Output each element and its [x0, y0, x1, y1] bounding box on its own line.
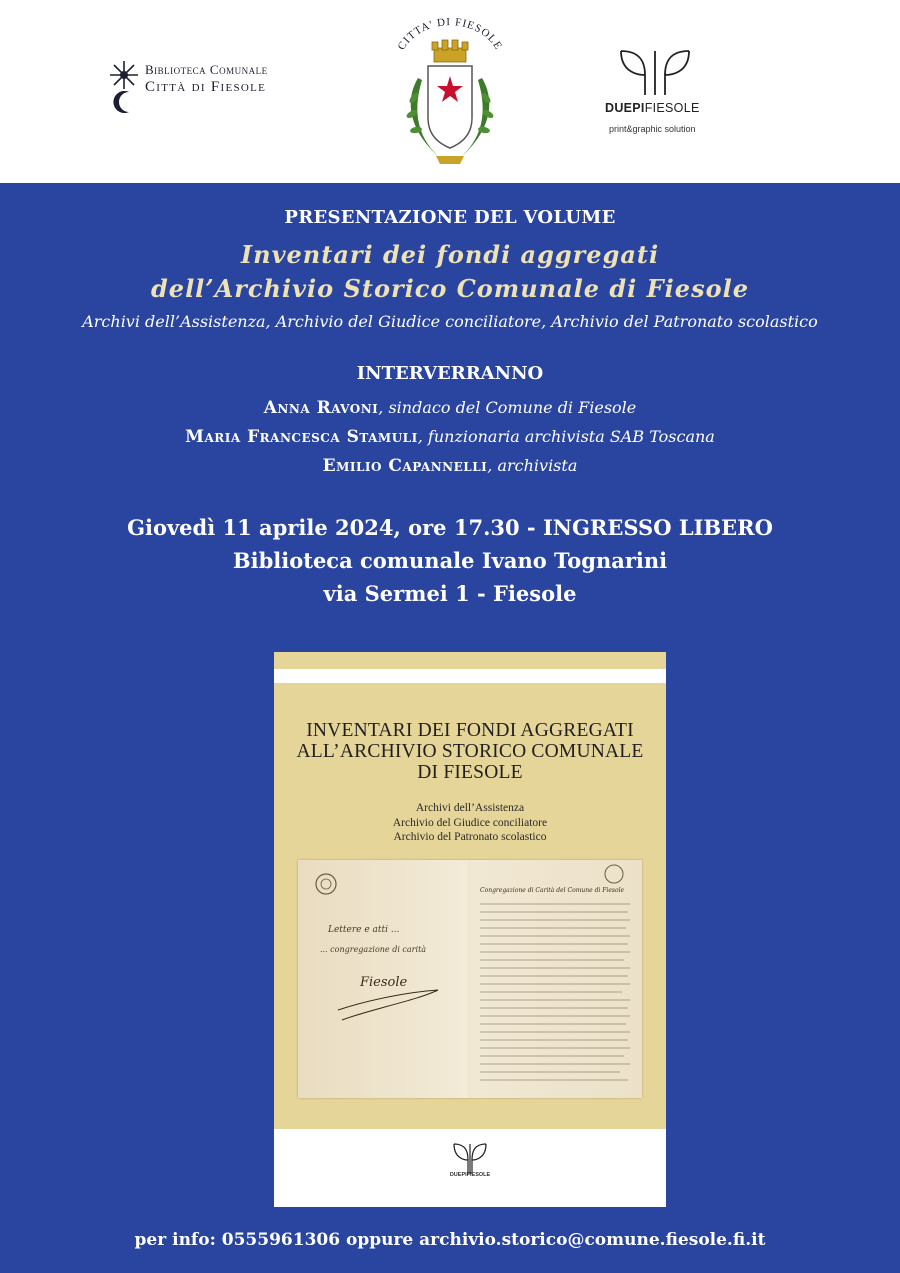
- speaker-role: , archivista: [487, 456, 578, 475]
- event-subtitle: Archivi dell’Assistenza, Archivio del Giudice conciliatore, Archivio del Patronato scolastico: [82, 312, 818, 331]
- event-address: via Sermei 1 - Fiesole: [323, 581, 577, 606]
- speaker-line: [0, 398, 900, 418]
- document-left-page: [298, 860, 468, 1098]
- publisher-name: DUEPIFIESOLE: [449, 1172, 491, 1178]
- event-heading: PRESENTAZIONE DEL VOLUME: [284, 207, 616, 228]
- header: [0, 0, 900, 183]
- library-name: Biblioteca Comunale: [145, 62, 268, 77]
- crest-caption: CITTA' DI FIESOLE: [395, 18, 505, 53]
- book-subtitle-line: Archivio del Patronato scolastico: [393, 831, 547, 843]
- crescent-moon-icon: [109, 88, 137, 116]
- book-subtitle-line: Archivi dell’Assistenza: [415, 802, 525, 814]
- book-subtitle-line: Archivio del Giudice conciliatore: [392, 816, 548, 829]
- sponsor-name: [605, 101, 715, 115]
- svg-text:CITTA' DI FIESOLE: [396, 18, 505, 52]
- event-date: Giovedì 11 aprile 2024, ore 17.30 - INGRESSO LIBERO: [127, 515, 773, 540]
- speaker-role: , sindaco del Comune di Fiesole: [378, 398, 637, 417]
- event-venue: Biblioteca comunale Ivano Tognarini: [232, 548, 668, 573]
- event-title-line2: dell’Archivio Storico Comunale di Fiesole: [151, 274, 749, 303]
- speaker-name: Emilio Capannelli: [322, 456, 488, 476]
- speakers-heading: INTERVERRANNO: [356, 363, 544, 384]
- sponsor-name-bold: DUEPI: [605, 101, 645, 115]
- speaker-name: Anna Ravoni: [263, 398, 379, 418]
- speaker-line: [0, 427, 900, 447]
- library-logo: [105, 58, 305, 120]
- sponsor-tagline: print&graphic solution: [609, 124, 696, 134]
- handwriting-right: [470, 860, 642, 1098]
- library-city: Città di Fiesole: [145, 79, 267, 95]
- cover-band-top: [274, 669, 666, 683]
- svg-text:... congregazione di carità: ... congregazione di carità: [320, 945, 427, 954]
- archival-document-image: [298, 860, 642, 1098]
- handwriting-left: [298, 860, 468, 1098]
- sponsor-name-light: FIESOLE: [644, 101, 700, 115]
- svg-text:Congregazione di Carità del Co: Congregazione di Carità del Comune di Fiesole: [480, 887, 625, 894]
- book-cover: [274, 652, 666, 1207]
- book-title-line: ALL’ARCHIVIO STORICO COMUNALE: [296, 741, 644, 762]
- sponsor-logo: [605, 45, 715, 140]
- duepi-logo-icon: [615, 45, 695, 97]
- contact-info: per info: 0555961306 oppure archivio.storico@comune.fiesole.fi.it: [134, 1230, 766, 1250]
- book-title-line: DI FIESOLE: [417, 762, 523, 783]
- svg-text:Fiesole: Fiesole: [360, 975, 408, 990]
- document-right-page: [470, 860, 642, 1098]
- speaker-line: [0, 456, 900, 476]
- event-title-line1: Inventari dei fondi aggregati: [240, 240, 660, 269]
- book-title: [274, 720, 666, 783]
- star-icon: [109, 60, 139, 90]
- speaker-role: , funzionaria archivista SAB Toscana: [417, 427, 715, 446]
- speaker-name: Maria Francesca Stamuli: [185, 427, 418, 447]
- book-subtitle: [274, 801, 666, 845]
- svg-text:Lettere e atti ...: Lettere e atti ...: [328, 925, 400, 935]
- city-crest-emblem: [388, 18, 512, 168]
- book-title-line: INVENTARI DEI FONDI AGGREGATI: [306, 720, 634, 741]
